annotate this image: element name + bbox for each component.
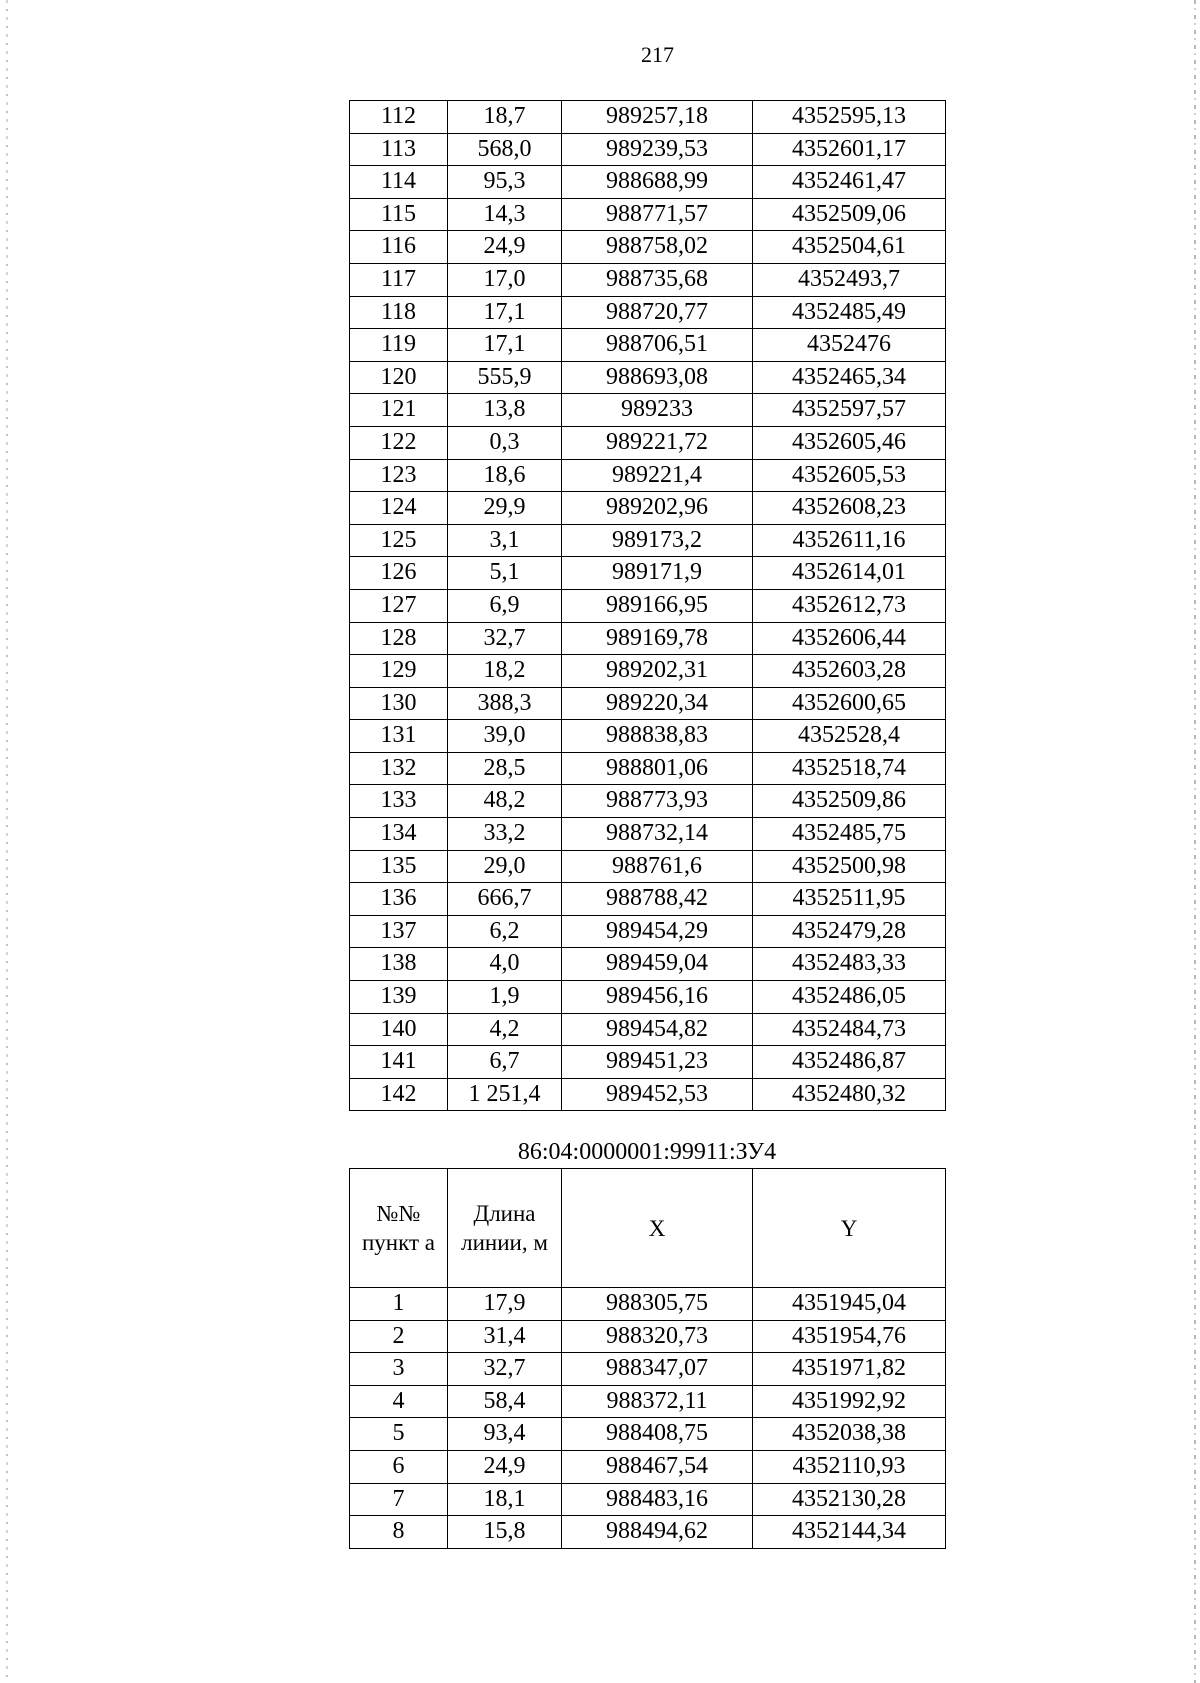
cell-point-number: 115 xyxy=(350,198,448,231)
cell-y: 4352038,38 xyxy=(753,1418,946,1451)
header-x: X xyxy=(562,1169,753,1288)
cell-y: 4352528,4 xyxy=(753,720,946,753)
header-point-number: №№ пункт а xyxy=(350,1169,448,1288)
cell-x: 988838,83 xyxy=(562,720,753,753)
cell-x: 988320,73 xyxy=(562,1320,753,1353)
cell-x: 989221,4 xyxy=(562,459,753,492)
cell-y: 4352597,57 xyxy=(753,394,946,427)
coordinates-table-continued xyxy=(349,100,945,1111)
cell-point-number: 139 xyxy=(350,981,448,1014)
table-row xyxy=(350,492,946,525)
cell-line-length: 6,7 xyxy=(448,1046,562,1079)
table-row xyxy=(350,720,946,753)
cell-point-number: 134 xyxy=(350,818,448,851)
cell-line-length: 17,1 xyxy=(448,329,562,362)
cell-x: 988758,02 xyxy=(562,231,753,264)
cell-line-length: 388,3 xyxy=(448,687,562,720)
cell-point-number: 142 xyxy=(350,1078,448,1111)
cell-y: 4352595,13 xyxy=(753,101,946,134)
cell-x: 988347,07 xyxy=(562,1353,753,1386)
table-header-row xyxy=(350,1169,946,1288)
cell-y: 4351992,92 xyxy=(753,1385,946,1418)
cell-x: 989221,72 xyxy=(562,426,753,459)
cell-point-number: 126 xyxy=(350,557,448,590)
cell-point-number: 141 xyxy=(350,1046,448,1079)
cell-y: 4351971,82 xyxy=(753,1353,946,1386)
cell-y: 4352500,98 xyxy=(753,850,946,883)
cell-point-number: 119 xyxy=(350,329,448,362)
cell-y: 4352504,61 xyxy=(753,231,946,264)
cell-x: 988735,68 xyxy=(562,263,753,296)
cell-x: 988494,62 xyxy=(562,1516,753,1549)
cell-y: 4352614,01 xyxy=(753,557,946,590)
coordinates-table xyxy=(349,100,946,1111)
cell-line-length: 31,4 xyxy=(448,1320,562,1353)
table-row xyxy=(350,524,946,557)
table-row xyxy=(350,263,946,296)
cell-y: 4352601,17 xyxy=(753,133,946,166)
table-row xyxy=(350,557,946,590)
cell-line-length: 13,8 xyxy=(448,394,562,427)
cell-line-length: 58,4 xyxy=(448,1385,562,1418)
cell-point-number: 112 xyxy=(350,101,448,134)
cell-x: 989202,96 xyxy=(562,492,753,525)
cell-line-length: 28,5 xyxy=(448,752,562,785)
cell-x: 989451,23 xyxy=(562,1046,753,1079)
cell-y: 4352605,53 xyxy=(753,459,946,492)
table-row xyxy=(350,329,946,362)
cell-y: 4352511,95 xyxy=(753,883,946,916)
cell-x: 988372,11 xyxy=(562,1385,753,1418)
table-row xyxy=(350,1320,946,1353)
table-row xyxy=(350,133,946,166)
cell-y: 4352611,16 xyxy=(753,524,946,557)
cell-line-length: 24,9 xyxy=(448,1450,562,1483)
cell-line-length: 18,7 xyxy=(448,101,562,134)
table-row xyxy=(350,915,946,948)
table-row xyxy=(350,426,946,459)
cell-line-length: 14,3 xyxy=(448,198,562,231)
page-number: 217 xyxy=(641,42,674,67)
cell-y: 4352509,06 xyxy=(753,198,946,231)
table-row xyxy=(350,101,946,134)
cell-x: 988788,42 xyxy=(562,883,753,916)
cell-point-number: 117 xyxy=(350,263,448,296)
cell-line-length: 17,9 xyxy=(448,1288,562,1321)
cell-x: 988732,14 xyxy=(562,818,753,851)
cell-y: 4352518,74 xyxy=(753,752,946,785)
cell-line-length: 4,0 xyxy=(448,948,562,981)
cell-x: 988706,51 xyxy=(562,329,753,362)
cell-line-length: 6,9 xyxy=(448,589,562,622)
table-row xyxy=(350,166,946,199)
cell-line-length: 17,1 xyxy=(448,296,562,329)
cell-line-length: 18,6 xyxy=(448,459,562,492)
cell-line-length: 29,9 xyxy=(448,492,562,525)
table-row xyxy=(350,361,946,394)
cell-y: 4351945,04 xyxy=(753,1288,946,1321)
table-row xyxy=(350,752,946,785)
cell-x: 989456,16 xyxy=(562,981,753,1014)
cell-y: 4352476 xyxy=(753,329,946,362)
cell-line-length: 39,0 xyxy=(448,720,562,753)
cell-line-length: 32,7 xyxy=(448,622,562,655)
cell-point-number: 136 xyxy=(350,883,448,916)
cell-point-number: 128 xyxy=(350,622,448,655)
table-row xyxy=(350,1353,946,1386)
cell-line-length: 568,0 xyxy=(448,133,562,166)
cell-x: 989454,82 xyxy=(562,1013,753,1046)
cell-x: 989166,95 xyxy=(562,589,753,622)
cell-line-length: 93,4 xyxy=(448,1418,562,1451)
cell-line-length: 33,2 xyxy=(448,818,562,851)
cell-y: 4352480,32 xyxy=(753,1078,946,1111)
cell-y: 4352608,23 xyxy=(753,492,946,525)
table-row xyxy=(350,296,946,329)
cell-y: 4352605,46 xyxy=(753,426,946,459)
cell-point-number: 132 xyxy=(350,752,448,785)
cell-point-number: 4 xyxy=(350,1385,448,1418)
table-row xyxy=(350,1288,946,1321)
cell-line-length: 15,8 xyxy=(448,1516,562,1549)
cell-point-number: 130 xyxy=(350,687,448,720)
cell-x: 988693,08 xyxy=(562,361,753,394)
cell-line-length: 6,2 xyxy=(448,915,562,948)
section-caption: 86:04:0000001:99911:ЗУ4 xyxy=(517,1139,777,1165)
table-row xyxy=(350,1418,946,1451)
cell-x: 989220,34 xyxy=(562,687,753,720)
table-row xyxy=(350,459,946,492)
header-line-length: Длина линии, м xyxy=(448,1169,562,1288)
cell-point-number: 135 xyxy=(350,850,448,883)
table-row xyxy=(350,1013,946,1046)
table-row xyxy=(350,785,946,818)
cell-line-length: 555,9 xyxy=(448,361,562,394)
cell-line-length: 1,9 xyxy=(448,981,562,1014)
cell-x: 989233 xyxy=(562,394,753,427)
table-row xyxy=(350,981,946,1014)
cell-point-number: 118 xyxy=(350,296,448,329)
cell-y: 4352603,28 xyxy=(753,655,946,688)
header-y: Y xyxy=(753,1169,946,1288)
cell-point-number: 3 xyxy=(350,1353,448,1386)
cell-y: 4352461,47 xyxy=(753,166,946,199)
scan-edge-right xyxy=(1194,0,1196,1683)
cell-line-length: 32,7 xyxy=(448,1353,562,1386)
table-row xyxy=(350,850,946,883)
table-row xyxy=(350,1516,946,1549)
cell-y: 4352486,05 xyxy=(753,981,946,1014)
cell-x: 988408,75 xyxy=(562,1418,753,1451)
cell-y: 4352484,73 xyxy=(753,1013,946,1046)
table-row xyxy=(350,655,946,688)
cell-point-number: 138 xyxy=(350,948,448,981)
cell-point-number: 116 xyxy=(350,231,448,264)
cell-line-length: 0,3 xyxy=(448,426,562,459)
cell-y: 4352130,28 xyxy=(753,1483,946,1516)
cell-point-number: 120 xyxy=(350,361,448,394)
cell-y: 4352485,75 xyxy=(753,818,946,851)
cell-point-number: 129 xyxy=(350,655,448,688)
cell-y: 4352606,44 xyxy=(753,622,946,655)
table-row xyxy=(350,948,946,981)
cell-y: 4352485,49 xyxy=(753,296,946,329)
cell-x: 988773,93 xyxy=(562,785,753,818)
cell-point-number: 8 xyxy=(350,1516,448,1549)
cell-line-length: 95,3 xyxy=(448,166,562,199)
cell-x: 988761,6 xyxy=(562,850,753,883)
cell-y: 4352479,28 xyxy=(753,915,946,948)
cell-x: 988771,57 xyxy=(562,198,753,231)
cell-x: 989169,78 xyxy=(562,622,753,655)
cell-point-number: 133 xyxy=(350,785,448,818)
cell-point-number: 131 xyxy=(350,720,448,753)
cell-y: 4352493,7 xyxy=(753,263,946,296)
cell-point-number: 6 xyxy=(350,1450,448,1483)
cell-x: 989239,53 xyxy=(562,133,753,166)
coordinates-table-zu4 xyxy=(349,1168,945,1549)
cell-x: 988720,77 xyxy=(562,296,753,329)
cell-x: 988688,99 xyxy=(562,166,753,199)
cell-y: 4352110,93 xyxy=(753,1450,946,1483)
cell-point-number: 113 xyxy=(350,133,448,166)
table-row xyxy=(350,687,946,720)
cell-point-number: 140 xyxy=(350,1013,448,1046)
cell-y: 4352600,65 xyxy=(753,687,946,720)
cell-x: 989171,9 xyxy=(562,557,753,590)
cell-x: 989173,2 xyxy=(562,524,753,557)
table-row xyxy=(350,394,946,427)
table-row xyxy=(350,589,946,622)
cell-x: 988305,75 xyxy=(562,1288,753,1321)
cell-point-number: 121 xyxy=(350,394,448,427)
table-row xyxy=(350,883,946,916)
cell-point-number: 1 xyxy=(350,1288,448,1321)
table-row xyxy=(350,1450,946,1483)
cell-point-number: 114 xyxy=(350,166,448,199)
cell-line-length: 18,1 xyxy=(448,1483,562,1516)
table-row xyxy=(350,1046,946,1079)
cell-y: 4352483,33 xyxy=(753,948,946,981)
cell-x: 988483,16 xyxy=(562,1483,753,1516)
cell-line-length: 18,2 xyxy=(448,655,562,688)
cell-point-number: 7 xyxy=(350,1483,448,1516)
cell-point-number: 124 xyxy=(350,492,448,525)
cell-point-number: 137 xyxy=(350,915,448,948)
table-row xyxy=(350,198,946,231)
table-row xyxy=(350,1385,946,1418)
scan-edge-left xyxy=(6,0,8,1683)
cell-point-number: 122 xyxy=(350,426,448,459)
cell-line-length: 1 251,4 xyxy=(448,1078,562,1111)
cell-y: 4352144,34 xyxy=(753,1516,946,1549)
table-row xyxy=(350,1483,946,1516)
table-row xyxy=(350,622,946,655)
cell-point-number: 125 xyxy=(350,524,448,557)
cell-line-length: 29,0 xyxy=(448,850,562,883)
cell-line-length: 24,9 xyxy=(448,231,562,264)
cell-line-length: 4,2 xyxy=(448,1013,562,1046)
table-row xyxy=(350,818,946,851)
cell-x: 988467,54 xyxy=(562,1450,753,1483)
cell-y: 4352509,86 xyxy=(753,785,946,818)
cell-point-number: 2 xyxy=(350,1320,448,1353)
cell-x: 989257,18 xyxy=(562,101,753,134)
cell-line-length: 48,2 xyxy=(448,785,562,818)
table-row xyxy=(350,1078,946,1111)
cell-y: 4352612,73 xyxy=(753,589,946,622)
cell-x: 989454,29 xyxy=(562,915,753,948)
cell-line-length: 666,7 xyxy=(448,883,562,916)
table-row xyxy=(350,231,946,264)
cell-point-number: 5 xyxy=(350,1418,448,1451)
cell-line-length: 5,1 xyxy=(448,557,562,590)
cell-line-length: 3,1 xyxy=(448,524,562,557)
cell-line-length: 17,0 xyxy=(448,263,562,296)
cell-y: 4352486,87 xyxy=(753,1046,946,1079)
cell-x: 989459,04 xyxy=(562,948,753,981)
cell-y: 4351954,76 xyxy=(753,1320,946,1353)
cell-x: 989202,31 xyxy=(562,655,753,688)
cell-x: 989452,53 xyxy=(562,1078,753,1111)
coordinates-table xyxy=(349,1168,946,1549)
cell-point-number: 123 xyxy=(350,459,448,492)
cell-x: 988801,06 xyxy=(562,752,753,785)
cell-point-number: 127 xyxy=(350,589,448,622)
cell-y: 4352465,34 xyxy=(753,361,946,394)
